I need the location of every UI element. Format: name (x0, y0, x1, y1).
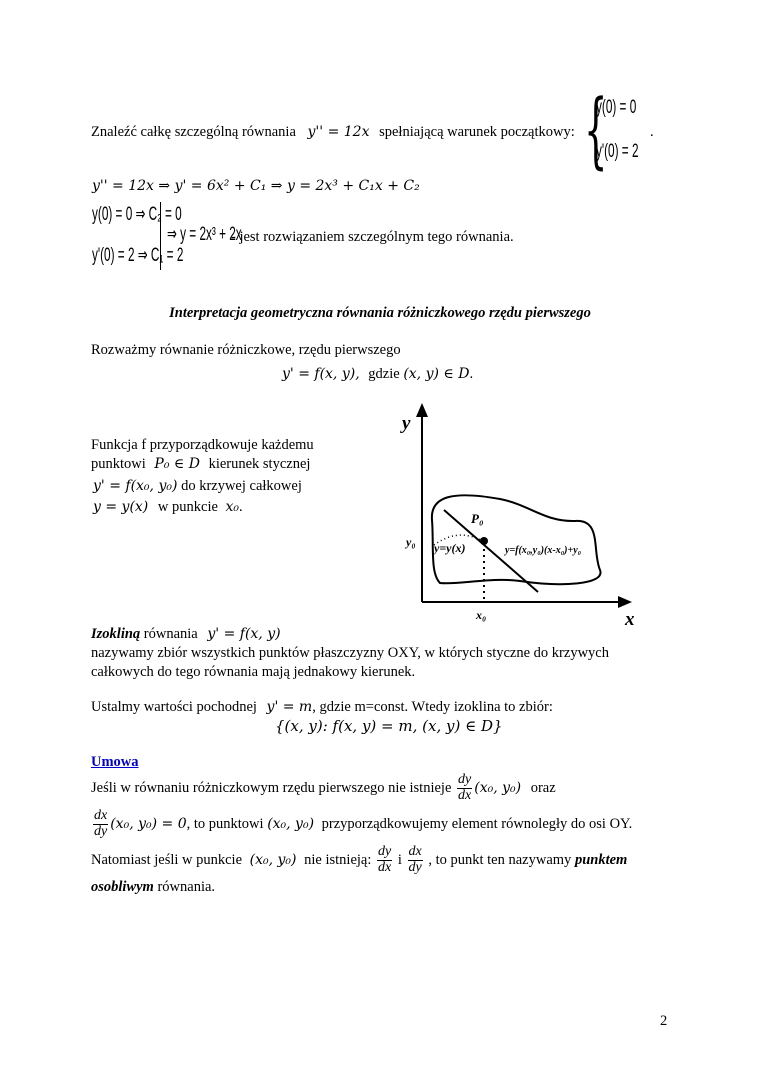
y-axis-label: y (402, 413, 411, 434)
umowa-line-2: $\frac{dx}{dy}$ (x₀, y₀) = 0, to punktowi (x₀, y₀) przyporządkowujemy element równoległy do osi OY. (94, 808, 633, 840)
isocline-def-line-1: nazywamy zbiór wszystkich punktów płaszczyzny OXY, w których styczne do krzywych (91, 645, 609, 661)
isocline-heading: Izokliną równania y' = f(x, y) (91, 626, 281, 642)
function-desc-line-4: y = y(x) w punkcie x₀. (93, 499, 243, 515)
x0-label: x₀ (476, 608, 487, 622)
particular-solution: ⇒ y = 2x³ + 2x (167, 224, 242, 245)
isocline-def-line-2: całkowych do tego równania mają jednakowy kierunek. (91, 664, 416, 680)
y-axis-arrow (416, 403, 428, 417)
initial-condition-1: y(0) = 0 (596, 97, 637, 118)
solution-chain: y'' = 12x ⇒ y' = 6x² + C₁ ⇒ y = 2x³ + C₁x + C₂ (92, 178, 420, 194)
initial-condition-brace: { (584, 83, 608, 178)
function-desc-line-2: punktowi P₀ ∈ D kierunek stycznej (91, 456, 311, 472)
p0-label: P₀ (471, 511, 484, 526)
dy-dx-fraction: $\frac{dy}{dx}$ (458, 772, 472, 804)
page-number: 2 (660, 1013, 668, 1029)
umowa-line-3: Natomiast jeśli w punkcie (x₀, y₀) nie istnieją: $\frac{dy}{dx}$ i $\frac{dx}{dy}$ , to punkt ten nazywamy punktem (91, 844, 628, 876)
initial-condition-2: y'(0) = 2 (596, 141, 639, 162)
isocline-set: {(x, y): f(x, y) = m, (x, y) ∈ D} (275, 717, 503, 735)
section-equation: y' = f(x, y), gdzie (x, y) ∈ D. (282, 366, 474, 382)
ic-line-2: y'(0) = 2 ⇒ C₁ = 2 (92, 245, 184, 266)
condition-period: . (650, 124, 654, 140)
function-desc-line-1: Funkcja f przyporządkowuje każdemu (91, 437, 314, 453)
x-axis-arrow (618, 596, 632, 608)
umowa-line-1: Jeśli w równaniu różniczkowym rzędu pierwszego nie istnieje $\frac{dy}{dx}$ (x₀, y₀) oraz (91, 772, 556, 804)
curve-label: y=y(x) (434, 541, 466, 555)
problem-statement: Znaleźć całkę szczególną równania y'' = 12x spełniającą warunek początkowy: (91, 124, 575, 140)
point-p0 (480, 537, 488, 545)
function-desc-line-3: y' = f(x₀, y₀) do krzywej całkowej (93, 478, 302, 494)
x-axis-label: x (625, 609, 635, 630)
tangent-label: y=f(x₀,y₀)(x-x₀)+y₀ (505, 545, 582, 556)
y0-label: y₀ (406, 535, 416, 549)
isocline-fix: Ustalmy wartości pochodnej y' = m, gdzie m=const. Wtedy izoklina to zbiór: (91, 699, 553, 715)
section-title: Interpretacja geometryczna równania różniczkowego rzędu pierwszego (169, 305, 591, 321)
section-intro: Rozważmy równanie różniczkowe, rzędu pierwszego (91, 342, 401, 358)
umowa-title: Umowa (91, 754, 139, 770)
ic-bracket (160, 202, 162, 270)
dx-dy-fraction: $\frac{dx}{dy}$ (94, 808, 108, 840)
region-d (432, 495, 601, 584)
ic-line-1: y(0) = 0 ⇒ C₂ = 0 (92, 204, 182, 225)
geometric-figure (380, 395, 660, 630)
umowa-line-4: osobliwym równania. (91, 879, 216, 895)
solution-description: - jest rozwiązaniem szczególnym tego równania. (231, 229, 514, 245)
